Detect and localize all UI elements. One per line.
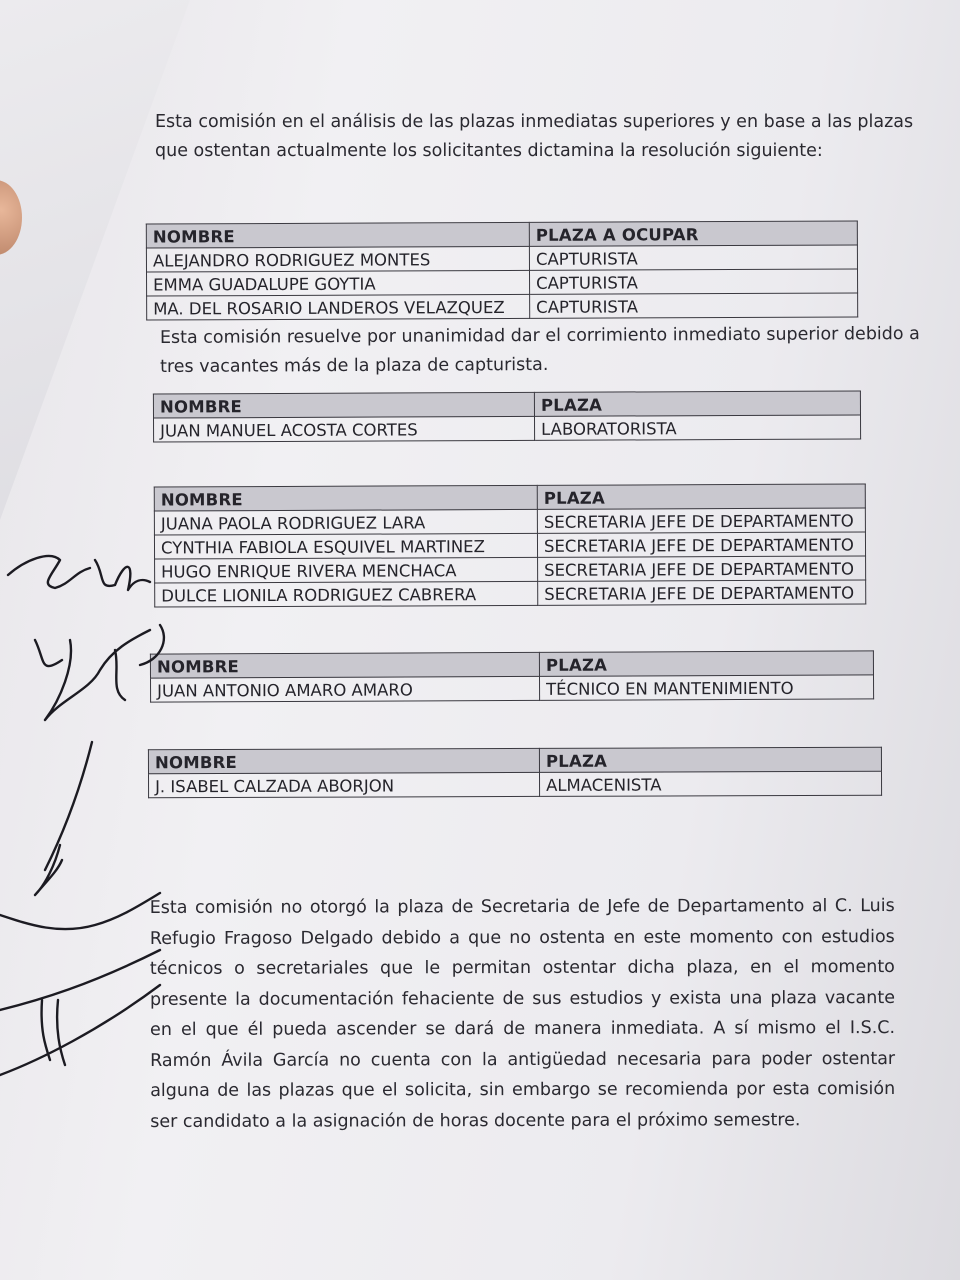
intro-line-1: Esta comisión en el análisis de las plazas inmediatas superiores y en base a las plazas [155,112,914,132]
almacenista-table [148,747,882,799]
table-row [149,771,882,798]
column-header-nombre: NOMBRE [148,748,539,773]
cell-nombre: J. ISABEL CALZADA ABORJON [149,772,540,797]
table-row [154,508,865,535]
column-header-plaza: PLAZA [539,651,873,676]
initials-scribble-1 [8,556,150,590]
cell-nombre: EMMA GUADALUPE GOYTIA [147,270,530,296]
cell-nombre: CYNTHIA FABIOLA ESQUIVEL MARTINEZ [154,533,537,559]
cell-plaza: ALMACENISTA [539,771,881,796]
cell-nombre: MA. DEL ROSARIO LANDEROS VELAZQUEZ [147,294,530,320]
secretaria-table [154,483,867,607]
table-row [151,675,874,702]
cell-plaza: LABORATORISTA [534,415,860,440]
signature-stroke-3 [0,893,160,929]
column-header-plaza: PLAZA A OCUPAR [529,221,857,246]
cell-plaza: SECRETARIA JEFE DE DEPARTAMENTO [537,532,865,557]
signature-stroke-1 [45,742,92,870]
cell-plaza: CAPTURISTA [529,269,857,294]
signature-stroke-6 [42,1000,65,1065]
column-header-plaza: PLAZA [534,391,860,416]
intro-line-2: que ostentan actualmente los solicitantes dictamina la resolución siguiente: [155,141,823,161]
resolution-line-1: Esta comisión resuelve por unanimidad dar el corrimiento inmediato superior debido a [159,324,920,348]
column-header-nombre: NOMBRE [150,652,539,678]
table-row [155,556,866,583]
cell-plaza: SECRETARIA JEFE DE DEPARTAMENTO [538,580,866,605]
column-header-nombre: NOMBRE [154,485,537,511]
cell-nombre: DULCE LIONILA RODRIGUEZ CABRERA [155,581,538,607]
column-header-plaza: PLAZA [539,747,881,772]
mantenimiento-table [150,650,874,702]
table-row [154,532,865,559]
closing-paragraph: Esta comisión no otorgó la plaza de Secretaria de Jefe de Departamento al C. Luis Refugio Fragoso Delgado debido a que no ostenta en este momento con estudios técnicos o secretariales que le permitan ostentar dicha plaza, en el momento presente la documentación fehaciente de sus estudios y exista una plaza vacante en el que él pueda ascender se dará de manera inmediata. A sí mismo el I.S.C. Ramón Ávila García no cuenta con la antigüedad necesaria para poder ostentar alguna de las plazas que el solicita, sin embargo se recomienda por esta comisión ser candidato a la asignación de horas docente para el próximo semestre. [149,896,896,1132]
resolution-paragraph [160,320,920,382]
column-header-nombre: NOMBRE [146,222,529,248]
cell-nombre: JUAN MANUEL ACOSTA CORTES [154,416,535,442]
table-row [155,580,866,607]
intro-paragraph [155,108,913,166]
cell-nombre: ALEJANDRO RODRIGUEZ MONTES [146,246,529,272]
cell-plaza: CAPTURISTA [529,245,857,270]
resolution-line-2: tres vacantes más de la plaza de capturista. [160,354,549,377]
signature-stroke-2 [35,845,62,895]
initials-scribble-2 [35,625,164,720]
cell-nombre: HUGO ENRIQUE RIVERA MENCHACA [155,557,538,583]
table-row [146,245,857,272]
column-header-plaza: PLAZA [537,484,865,509]
cell-plaza: CAPTURISTA [530,293,858,318]
cell-plaza: SECRETARIA JEFE DE DEPARTAMENTO [538,556,866,581]
signature-stroke-5 [0,985,160,1075]
cell-plaza: SECRETARIA JEFE DE DEPARTAMENTO [537,508,865,533]
table-row [147,269,858,296]
signature-stroke-4 [0,950,160,1010]
table-row [154,415,861,442]
cell-plaza: TÉCNICO EN MANTENIMIENTO [539,675,873,700]
cell-nombre: JUAN ANTONIO AMARO AMARO [151,676,540,702]
cell-nombre: JUANA PAOLA RODRIGUEZ LARA [154,509,537,535]
laboratorista-table [153,390,861,442]
column-header-nombre: NOMBRE [153,392,534,418]
table-row [147,293,858,320]
capturista-table [146,220,858,320]
